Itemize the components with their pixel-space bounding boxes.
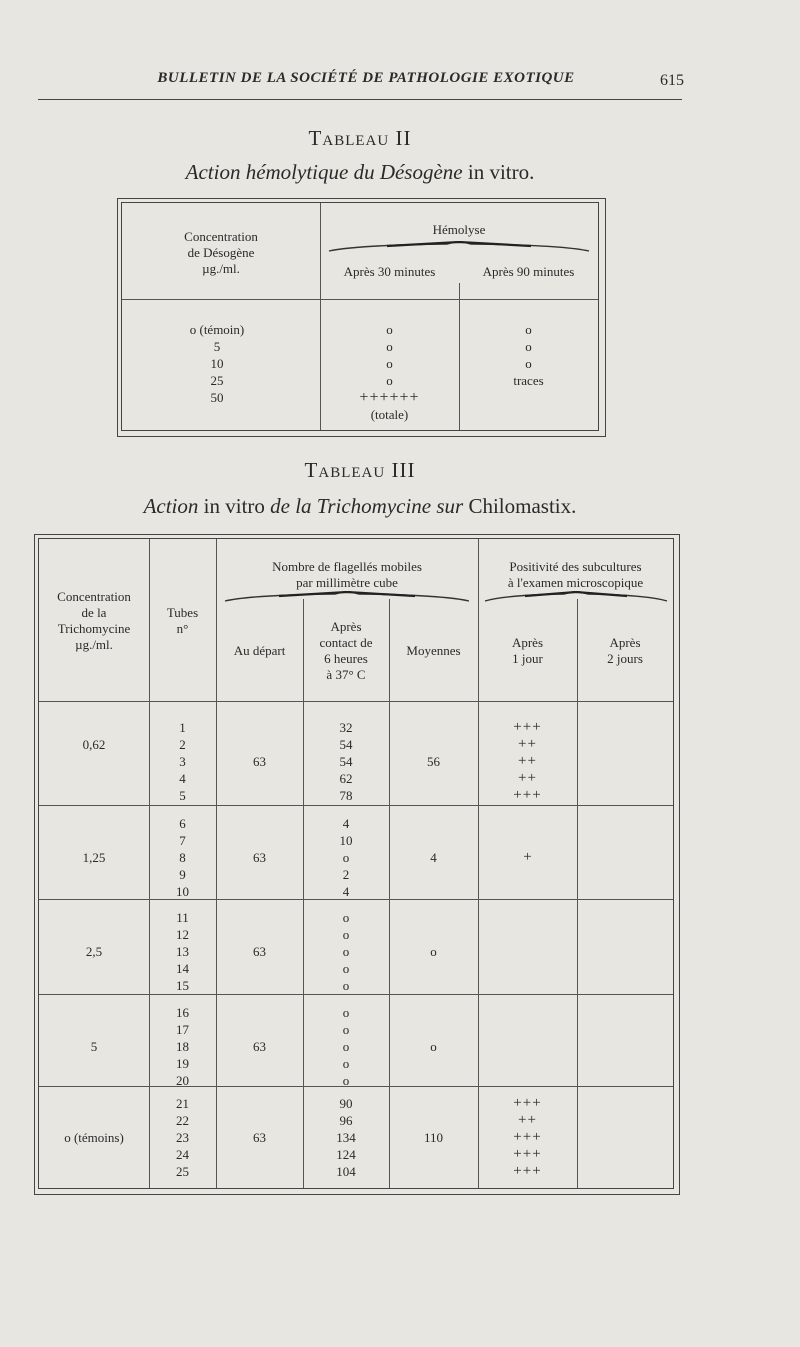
t3-h-apres	[303, 619, 389, 683]
table3-caption	[0, 494, 720, 519]
t3-tubes-3: 14	[176, 961, 189, 976]
t3-tubes-3: 24	[176, 1147, 189, 1162]
t3-apres-4: 78	[339, 788, 353, 803]
t3-tubes-3: 19	[176, 1056, 189, 1071]
t3-apres-4: 4	[342, 884, 350, 899]
t3-apres-0: o	[342, 1005, 350, 1020]
table3-title-text: Tableau III	[304, 458, 416, 482]
t3-h-g1-1: Nombre de flagellés mobiles	[272, 559, 422, 574]
t3-moy: 4	[430, 850, 437, 865]
t2-30-1: o	[386, 339, 393, 354]
t3-brace-2	[483, 591, 669, 603]
t3-h-g1-2: par millimètre cube	[296, 575, 398, 590]
t3-h-apres-1-jour	[478, 635, 577, 667]
t2-conc-3: 25	[210, 373, 224, 388]
t2-30-0: o	[386, 322, 393, 337]
t3-tubes-2: 13	[176, 944, 189, 959]
t3-apres-1: 96	[339, 1113, 353, 1128]
t3-h-j1-1: Après	[511, 635, 544, 650]
t3-tubes-4: 25	[176, 1164, 189, 1179]
t3-tubes-1: 2	[179, 737, 186, 752]
table2-90min-column	[459, 321, 598, 389]
t3-j1-1: ++	[518, 736, 537, 752]
t3-conc: 0,62	[82, 737, 106, 752]
t3-h-j1-2: 1 jour	[512, 651, 543, 666]
t2-conc-1: 5	[213, 339, 221, 354]
t3-apres-2: 134	[336, 1130, 356, 1145]
t3-j1-2: ++	[518, 753, 537, 769]
t3-apres-0: o	[342, 910, 350, 925]
t3-tubes-1: 22	[176, 1113, 189, 1128]
t2-30-note: (totale)	[370, 407, 409, 422]
t2-h-conc-3: µg./ml.	[202, 261, 240, 276]
table2-caption-italic: Action hémolytique du Désogène	[185, 160, 463, 184]
t3-h-conc-1: Concentration	[57, 589, 131, 604]
t3-cap-d: Chilomastix.	[463, 494, 577, 518]
t3-h-j2-1: Après	[609, 635, 641, 650]
t3-conc: 5	[90, 1039, 98, 1054]
t3-apres-3: 2	[342, 867, 350, 882]
t3-apres-3: o	[342, 1056, 350, 1071]
t3-conc: o (témoins)	[64, 1130, 124, 1145]
t3-brace-1	[223, 591, 471, 603]
table2-caption-roman: in vitro.	[462, 160, 535, 184]
t3-h-tubes	[149, 605, 216, 637]
t3-apres-3: o	[342, 961, 350, 976]
t3-conc: 1,25	[82, 850, 106, 865]
t3-apres-3: 124	[336, 1147, 356, 1162]
table3-inner-frame	[38, 538, 674, 1189]
table2-title	[0, 126, 720, 151]
t3-tubes-1: 7	[179, 833, 186, 848]
t3-depart: 63	[253, 754, 266, 769]
t3-moy: 110	[423, 1130, 444, 1145]
t3-cap-a: Action	[143, 494, 199, 518]
t3-depart: 63	[253, 944, 266, 959]
t3-h-tubes-2: n°	[176, 621, 189, 636]
t3-h-j2-2: 2 jours	[607, 651, 643, 666]
t3-j1-0: +++	[513, 719, 542, 735]
t3-conc: 2,5	[85, 944, 103, 959]
t3-j1-0: +++	[513, 1095, 542, 1111]
t2-conc-2: 10	[210, 356, 224, 371]
t3-apres-2: o	[342, 1039, 350, 1054]
t3-apres-1: o	[342, 927, 350, 942]
table2-col-90min: Après 90 minutes	[482, 264, 575, 279]
t3-h-conc-4: µg./ml.	[75, 637, 113, 652]
t3-vline-apres	[389, 599, 390, 1188]
table2-conc-column	[122, 321, 312, 406]
t3-h-g2-2: à l'examen microscopique	[507, 575, 644, 590]
t3-tubes-0: 1	[179, 720, 186, 735]
t2-90-0: o	[525, 322, 532, 337]
table2-col-hemolyse: Hémolyse	[432, 222, 486, 237]
t3-j1-3: ++	[518, 770, 537, 786]
table2-col-30min: Après 30 minutes	[343, 264, 436, 279]
t3-tubes-2: 3	[179, 754, 186, 769]
t3-h-depart: Au départ	[233, 643, 286, 658]
t3-apres-2: o	[342, 944, 350, 959]
t3-apres-2: 54	[339, 754, 353, 769]
t3-depart: 63	[253, 1039, 266, 1054]
table2-brace	[327, 241, 591, 253]
t2-90-1: o	[525, 339, 532, 354]
t2-90-3: traces	[513, 373, 544, 388]
t3-tubes-0: 21	[176, 1096, 189, 1111]
t3-group-rule-1	[39, 805, 673, 806]
t3-tubes-1: 12	[176, 927, 189, 942]
t2-conc-4: 50	[210, 390, 224, 405]
t3-tubes-4: 10	[176, 884, 189, 899]
t3-h-conc-3: Trichomycine	[57, 621, 131, 636]
t3-h-conc-2: de la	[81, 605, 107, 620]
t3-apres-4: 104	[336, 1164, 356, 1179]
page-number: 615	[660, 72, 684, 89]
t3-header-rule	[39, 701, 673, 702]
t3-apres-0: 4	[342, 816, 350, 831]
t3-moy: 56	[427, 754, 440, 769]
t3-tubes-4: 20	[176, 1073, 189, 1088]
t3-apres-3: 62	[339, 771, 353, 786]
t3-apres-4: o	[342, 1073, 350, 1088]
t2-30-3: o	[386, 373, 393, 388]
t3-h-apres-3: 6 heures	[324, 651, 368, 666]
t3-tubes-4: 15	[176, 978, 189, 993]
t3-depart: 63	[253, 850, 266, 865]
running-title: BULLETIN DE LA SOCIÉTÉ DE PATHOLOGIE EXOTIQUE	[157, 70, 575, 86]
t3-j1-3: +++	[513, 1146, 542, 1162]
t3-apres-2: o	[342, 850, 350, 865]
table2-caption	[0, 160, 720, 185]
t3-apres-0: 32	[339, 720, 353, 735]
t3-h-apres-2-jours	[577, 635, 673, 667]
t3-j1-4: +++	[513, 1163, 542, 1179]
t2-90-2: o	[525, 356, 532, 371]
t3-tubes-3: 4	[179, 771, 186, 786]
t3-tubes-0: 6	[179, 816, 186, 831]
t3-tubes-3: 9	[179, 867, 186, 882]
table2-col-concentration	[122, 229, 320, 277]
t3-moy: o	[430, 944, 437, 959]
t3-depart: 63	[253, 1130, 266, 1145]
t3-cap-c: de la Trichomycine sur	[270, 494, 464, 518]
t3-h-concentration	[39, 589, 149, 653]
t3-apres-1: 10	[339, 833, 353, 848]
table2-title-text: Tableau II	[308, 126, 412, 150]
t3-apres-0: 90	[339, 1096, 353, 1111]
t3-tubes-1: 17	[176, 1022, 189, 1037]
t3-j1-2: +++	[513, 1129, 542, 1145]
t3-j1_single: +	[523, 849, 532, 865]
t3-h-group-positivite	[478, 559, 673, 591]
t3-tubes-2: 8	[179, 850, 186, 865]
t2-30-2: o	[386, 356, 393, 371]
table2-30min-column	[320, 321, 459, 423]
t3-j1-1: ++	[518, 1112, 537, 1128]
t3-moy: o	[430, 1039, 437, 1054]
t3-apres-1: o	[342, 1022, 350, 1037]
running-header	[0, 70, 800, 94]
t2-conc-0: o (témoin)	[189, 322, 245, 337]
t3-h-moyennes: Moyennes	[406, 643, 461, 658]
table2-inner-frame	[121, 202, 599, 431]
t3-h-apres-1: Après	[330, 619, 362, 634]
t3-tubes-2: 18	[176, 1039, 189, 1054]
t3-group-rule-3	[39, 994, 673, 995]
t3-cap-b: in vitro	[198, 494, 271, 518]
t3-apres-4: o	[342, 978, 350, 993]
t3-tubes-2: 23	[176, 1130, 189, 1145]
t3-j1-4: +++	[513, 787, 542, 803]
table3-title	[0, 458, 720, 483]
table2-header-rule	[122, 299, 598, 300]
header-rule	[38, 99, 682, 100]
t3-h-group-flagelles	[216, 559, 478, 591]
t3-tubes-4: 5	[179, 788, 186, 803]
t3-h-apres-4: à 37° C	[326, 667, 366, 682]
t3-apres-1: 54	[339, 737, 353, 752]
t2-h-conc-1: Concentration	[184, 229, 258, 244]
t3-h-apres-2: contact de	[319, 635, 373, 650]
t3-vline-j1	[577, 599, 578, 1188]
t3-tubes-0: 16	[176, 1005, 189, 1020]
t3-h-g2-1: Positivité des subcultures	[509, 559, 642, 574]
t2-30-4: ++++++	[359, 389, 420, 406]
t3-h-tubes-1: Tubes	[166, 605, 199, 620]
t3-tubes-0: 11	[176, 910, 189, 925]
t2-h-conc-2: de Désogène	[187, 245, 255, 260]
